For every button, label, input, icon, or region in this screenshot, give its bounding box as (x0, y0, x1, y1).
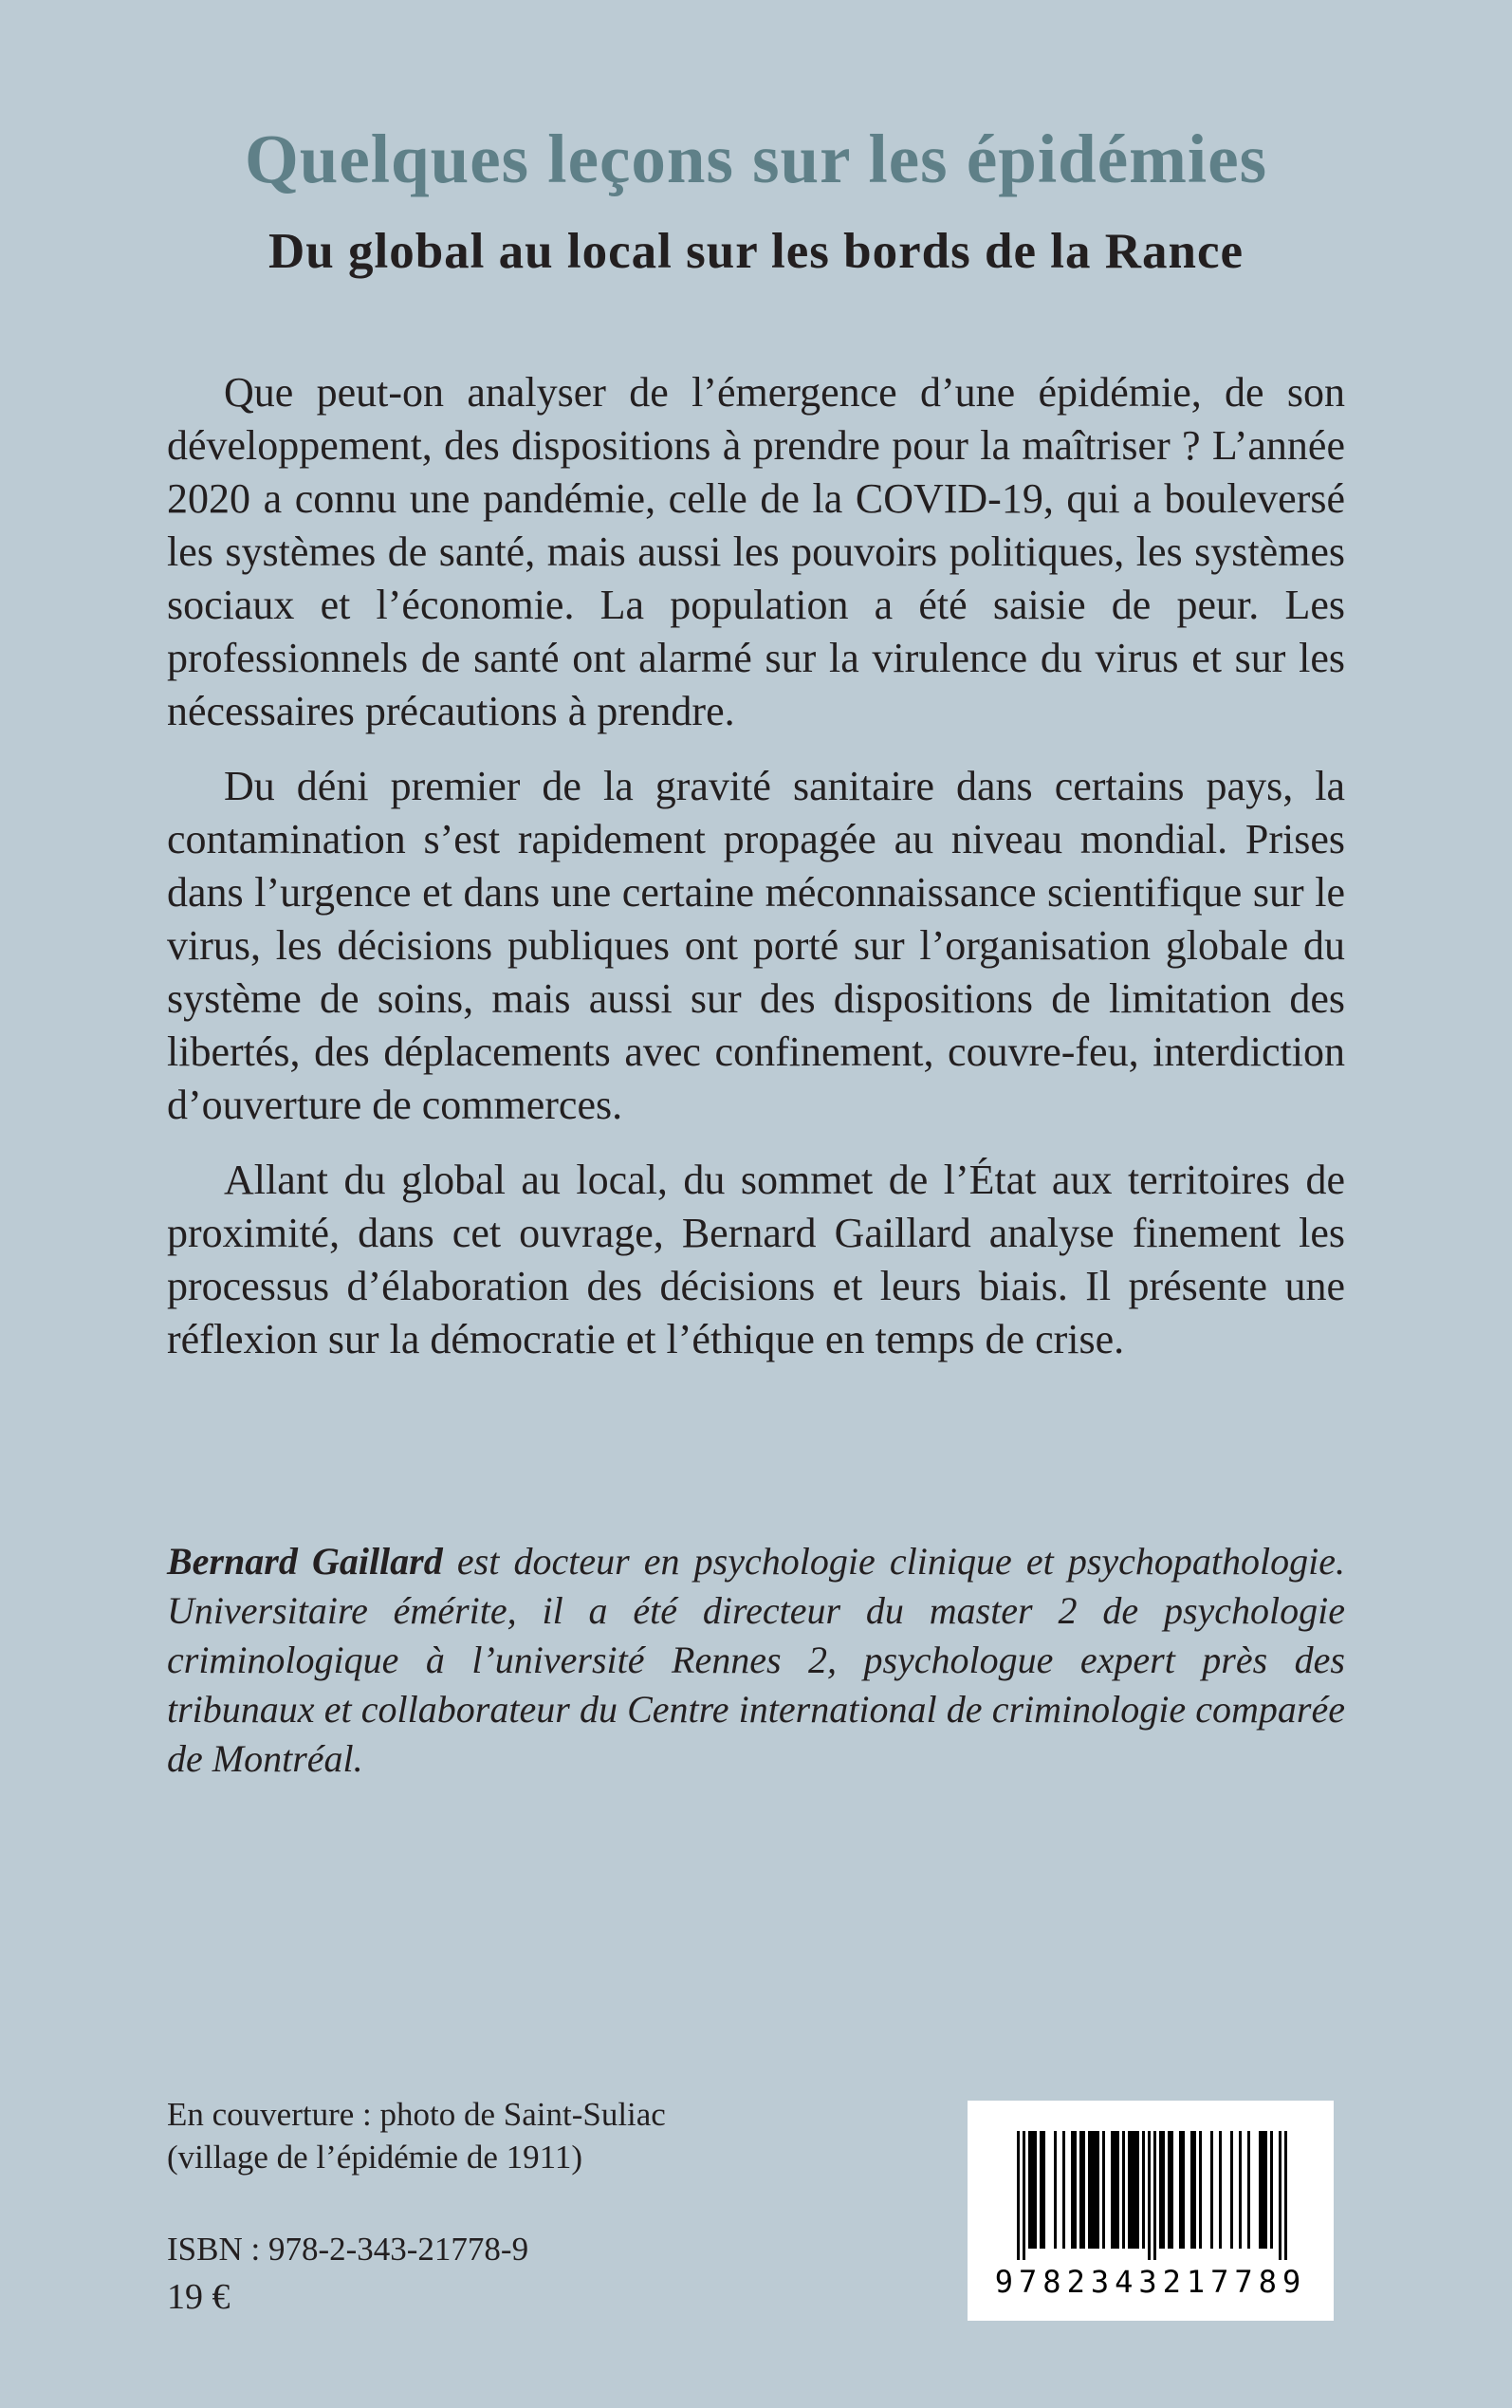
barcode-bar (1162, 2131, 1165, 2249)
barcode-bar (1091, 2131, 1094, 2249)
barcode-bar (1239, 2131, 1242, 2249)
author-bio-text: est docteur en psychologie clinique et psychopathologie. Universitaire émérite, il a été directeur du master 2 de psychologie criminologique à l’université Rennes 2, psychologue expert près des tribunaux et collaborateur du Centre international de criminologie comparée de Montréal. (167, 1540, 1346, 1780)
barcode-bar (1031, 2131, 1034, 2249)
barcode-bar (1193, 2131, 1196, 2249)
barcode-bar (1074, 2131, 1077, 2249)
blurb-paragraph-3: Allant du global au local, du sommet de l’État aux territoires de proximité, dans cet ouvrage, Bernard Gaillard analyse finement les processus d’élaboration des décisions et leurs biais. Il présente une réflexion sur la démocratie et l’éthique en temps de crise. (167, 1157, 1345, 1362)
barcode-bar (1028, 2131, 1031, 2249)
barcode-bar (1148, 2131, 1151, 2260)
barcode-bar (1264, 2131, 1267, 2249)
barcode (968, 2101, 1334, 2321)
isbn: ISBN : 978-2-343-21778-9 (167, 2231, 529, 2268)
barcode-bar (1230, 2131, 1233, 2249)
barcode-bar (1102, 2131, 1105, 2249)
blurb-paragraph-1: Que peut-on analyser de l’émergence d’une épidémie, de son développement, des dispositions à prendre pour la maîtriser ? L’année 2020 a connu une pandémie, celle de la COVID-19, qui a bouleversé les systèmes de santé, mais aussi les pouvoirs politiques, les systèmes sociaux et l’économie. La population a été saisie de peur. Les professionnels de santé ont alarmé sur la virulence du virus et sur les nécessaires précautions à prendre. (167, 369, 1345, 734)
barcode-bar (1153, 2131, 1156, 2260)
barcode-bar (1259, 2131, 1262, 2249)
barcode-bar (1079, 2131, 1082, 2249)
book-title: Quelques leçons sur les épidémies (244, 120, 1268, 197)
cover-credit (167, 2093, 666, 2178)
blurb (167, 366, 1345, 1388)
barcode-bar (1071, 2131, 1074, 2249)
author-bio (167, 1537, 1345, 1784)
barcode-bar (1114, 2131, 1116, 2249)
barcode-bar (1199, 2131, 1202, 2249)
barcode-bar (1219, 2131, 1222, 2249)
barcode-bar (1040, 2131, 1042, 2249)
blurb-paragraph-2: Du déni premier de la gravité sanitaire dans certains pays, la contamination s’est rapidement propagée au niveau mondial. Prises dans l’urgence et dans une certaine méconnaissance scientifique sur le virus, les décisions publiques ont porté sur l’organisation globale du système de soins, mais aussi sur des dispositions de limitation des libertés, des déplacements avec confinement, couvre-feu, interdiction d’ouverture de commerces. (167, 763, 1345, 1128)
book-subtitle: Du global au local sur les bords de la Rance (267, 224, 1245, 279)
barcode-bar (1034, 2131, 1037, 2249)
barcode-bar (1284, 2131, 1287, 2260)
barcode-bar (1210, 2131, 1213, 2249)
barcode-bar (1097, 2131, 1099, 2249)
barcode-bar (1082, 2131, 1085, 2249)
barcode-bar (1134, 2131, 1136, 2249)
barcode-bar (1179, 2131, 1182, 2249)
barcode-bar (1182, 2131, 1185, 2249)
barcode-bar (1247, 2131, 1250, 2249)
barcode-bar (1116, 2131, 1119, 2249)
barcode-bar (1062, 2131, 1065, 2249)
barcode-bar (1190, 2131, 1193, 2249)
barcode-bar (1094, 2131, 1097, 2249)
barcode-bar (1270, 2131, 1273, 2249)
price: 19 € (167, 2277, 230, 2317)
barcode-bar (1136, 2131, 1139, 2249)
cover-credit-line-1: En couverture : photo de Saint-Suliac (167, 2096, 666, 2133)
barcode-bar (1159, 2131, 1162, 2249)
barcode-bar (1168, 2131, 1171, 2249)
barcode-bar (1088, 2131, 1091, 2249)
barcode-bar (1017, 2131, 1020, 2260)
barcode-bar (1171, 2131, 1173, 2249)
author-name: Bernard Gaillard (167, 1540, 443, 1583)
barcode-bar (1131, 2131, 1134, 2249)
barcode-bar (1262, 2131, 1264, 2249)
barcode-bar (1122, 2131, 1125, 2249)
barcode-bar (1142, 2131, 1145, 2249)
barcode-bar (1042, 2131, 1045, 2249)
barcode-bar (1128, 2131, 1131, 2249)
barcode-bar (1054, 2131, 1057, 2249)
barcode-bar (1111, 2131, 1114, 2249)
cover-credit-line-2: (village de l’épidémie de 1911) (167, 2139, 582, 2176)
barcode-bar (1279, 2131, 1282, 2260)
barcode-bars (988, 2131, 1313, 2262)
barcode-bar (1023, 2131, 1025, 2260)
barcode-digits: 9782343217789 (994, 2264, 1307, 2300)
